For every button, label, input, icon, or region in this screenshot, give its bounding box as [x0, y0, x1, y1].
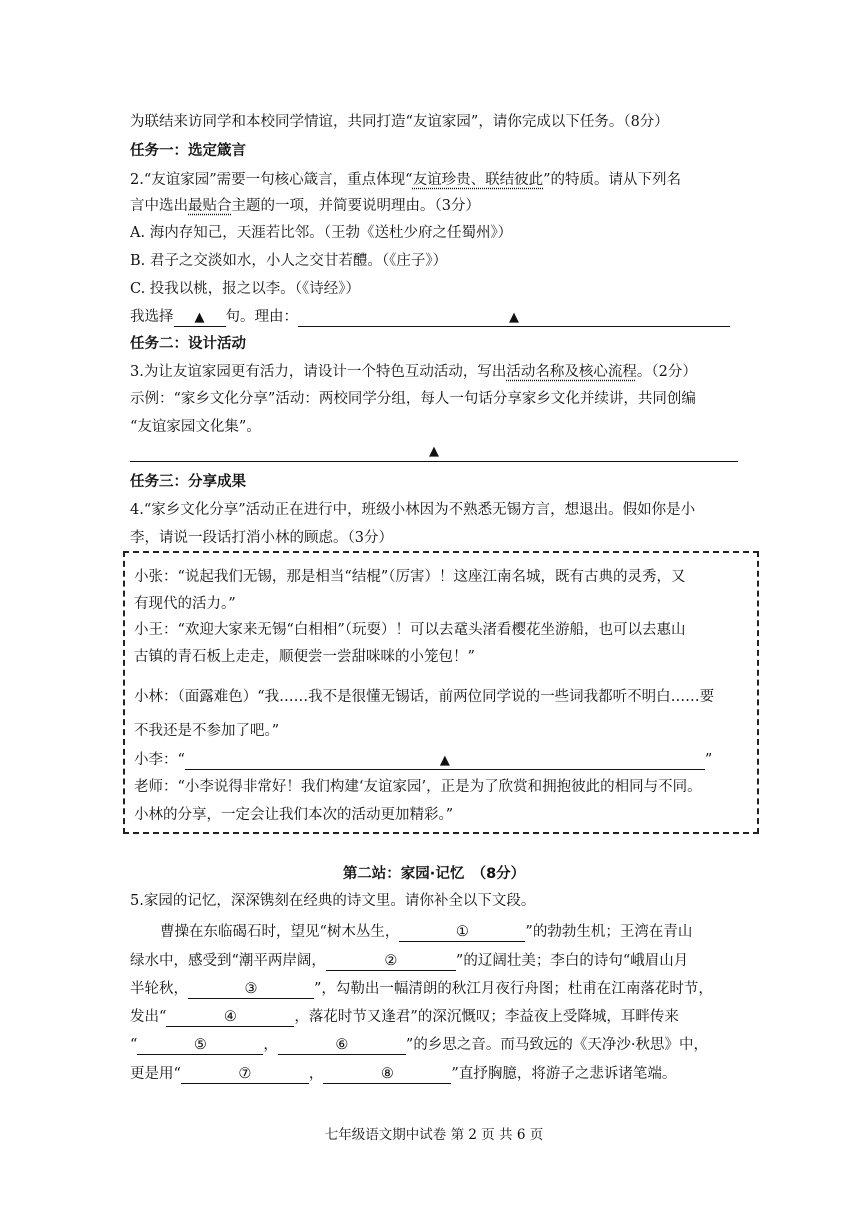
- poem-line1: [160, 922, 692, 942]
- station2-heading: 第二站：家园·记忆 （8分）: [342, 866, 526, 882]
- page-footer: 七年级语文期中试卷 第 2 页 共 6 页: [324, 1127, 544, 1143]
- q2-keyword: 友谊珍贵、联结彼此: [412, 172, 544, 188]
- triangle-icon: ▲: [509, 310, 519, 325]
- blank-number: ②: [384, 953, 398, 969]
- poem-line2: [130, 951, 688, 971]
- poem-blank-5[interactable]: [137, 1037, 263, 1055]
- quote-mark: ”: [704, 752, 713, 768]
- q2-text: 主题的一项，并简要说明理由。（3分）: [231, 198, 480, 214]
- poem-text: ”的乡思之音。而马致远的《天净沙·秋思》中，: [405, 1037, 708, 1053]
- q3-text-part: 。（2分）: [636, 364, 697, 380]
- poem-text: 发出“: [130, 1009, 167, 1025]
- option-b: B. 君子之交淡如水，小人之交甘若醴。（《庄子》）: [130, 253, 448, 269]
- reason-blank[interactable]: [298, 309, 730, 327]
- q4-line1: 4.“家乡文化分享”活动正在进行中，班级小林因为不熟悉无锡方言，想退出。假如你是小: [130, 502, 696, 518]
- reason-label: 句。理由：: [225, 309, 298, 325]
- poem-text: 更是用“: [130, 1066, 181, 1082]
- blank-number: ⑦: [238, 1066, 252, 1082]
- poem-text: ”的勃勃生机；王湾在青山: [525, 924, 693, 940]
- poem-blank-3[interactable]: [188, 981, 314, 999]
- dialogue-lin: 小林：（面露难色）“我……我不是很懂无锡话，前两位同学说的一些词我都听不明白……要: [134, 689, 715, 705]
- poem-text: 绿水中，感受到“潮平两岸阔，: [130, 953, 326, 969]
- q2-keyword: 最贴合: [188, 198, 232, 214]
- dialogue-teacher: 老师：“小李说得非常好！我们构建‘友谊家园’，正是为了欣赏和拥抱彼此的相同与不同。: [134, 779, 702, 795]
- blank-number: ⑤: [193, 1037, 207, 1053]
- dialogue-zhang: 小张：“说起我们无锡，那是相当“结棍”（厉害）！这座江南名城，既有古典的灵秀，又: [134, 569, 686, 585]
- q2-text: 言中选出: [130, 198, 188, 214]
- triangle-icon: ▲: [429, 444, 439, 459]
- poem-text: ，: [263, 1037, 278, 1053]
- poem-line4: [130, 1007, 679, 1027]
- poem-line5: [130, 1035, 708, 1055]
- blank-number: ①: [455, 924, 469, 940]
- poem-line6: [130, 1064, 676, 1084]
- dialogue-li-label: 小李：“: [134, 752, 185, 768]
- q3-keyword: 活动名称及核心流程: [506, 364, 637, 380]
- choice-blank[interactable]: [174, 309, 226, 327]
- blank-number: ⑥: [335, 1037, 349, 1053]
- option-c: C. 投我以桃，报之以李。（《诗经》）: [130, 281, 361, 297]
- poem-text: ，: [308, 1066, 324, 1082]
- option-a: A. 海内存知己，天涯若比邻。（王勃《送杜少府之任蜀州》）: [130, 225, 513, 241]
- q5-text: 5.家园的记忆，深深镌刻在经典的诗文里。请你补全以下文段。: [130, 893, 536, 909]
- blank-number: ④: [223, 1009, 237, 1025]
- q2-line2: [130, 196, 480, 216]
- choice-line: [130, 307, 730, 327]
- dialogue-lin: 不我还是不参加了吧。”: [134, 723, 280, 739]
- poem-text: ，落花时节又逢君”的深沉慨叹；李益夜上受降城，耳畔传来: [294, 1009, 679, 1025]
- poem-blank-8[interactable]: [323, 1066, 451, 1084]
- dialogue-teacher: 小林的分享，一定会让我们本次的活动更加精彩。”: [134, 807, 454, 823]
- poem-blank-1[interactable]: [399, 924, 525, 942]
- example-line2: “友谊家园文化集”。: [130, 419, 261, 435]
- poem-text: 半轮秋，: [130, 981, 188, 997]
- task1-heading: 任务一：选定箴言: [130, 143, 246, 159]
- blank-number: ③: [244, 981, 258, 997]
- poem-line3: [130, 979, 713, 999]
- q2-text: ”的特质。请从下列名: [543, 172, 681, 188]
- example-line1: 示例：“家乡文化分享”活动：两校同学分组，每人一句话分享家乡文化并续讲，共同创编: [130, 391, 696, 407]
- poem-blank-6[interactable]: [278, 1037, 406, 1055]
- q3-text-part: 3.为让友谊家园更有活力，请设计一个特色互动活动，写出: [130, 364, 507, 380]
- task3-heading: 任务三：分享成果: [130, 474, 246, 490]
- poem-text: ”直抒胸臆，将游子之悲诉诸笔端。: [451, 1066, 677, 1082]
- triangle-icon: ▲: [439, 753, 450, 768]
- poem-text: 曹操在东临碣石时，望见“树木丛生，: [160, 924, 400, 940]
- li-answer-blank[interactable]: [185, 752, 705, 770]
- q4-line2: 李，请说一段话打消小林的顾虑。（3分）: [130, 530, 393, 546]
- answer-line[interactable]: [130, 461, 738, 462]
- task2-heading: 任务二：设计活动: [130, 336, 246, 352]
- dialogue-wang: 古镇的青石板上走走，顺便尝一尝甜咪咪的小笼包！”: [134, 649, 475, 665]
- choice-label: 我选择: [130, 309, 174, 325]
- q2-text: 2.“友谊家园”需要一句核心箴言，重点体现“: [130, 172, 413, 188]
- poem-text: ”的辽阔壮美；李白的诗句“峨眉山月: [455, 953, 689, 969]
- dialogue-wang: 小王：“欢迎大家来无锡“白相相”（玩耍）！可以去鼋头渚看樱花坐游船，也可以去惠山: [134, 622, 686, 638]
- poem-text: “: [130, 1037, 138, 1053]
- q3-text: [130, 362, 697, 382]
- q2-line1: [130, 170, 681, 190]
- blank-number: ⑧: [380, 1066, 394, 1082]
- poem-blank-7[interactable]: [181, 1066, 309, 1084]
- intro-text: 为联结来访同学和本校同学情谊，共同打造“友谊家园”，请你完成以下任务。（8分）: [130, 114, 669, 130]
- dialogue-li: [134, 750, 712, 770]
- poem-text: ”，勾勒出一幅清朗的秋江月夜行舟图；杜甫在江南落花时节，: [314, 981, 713, 997]
- dialogue-zhang: 有现代的活力。”: [134, 596, 236, 612]
- poem-blank-2[interactable]: [326, 953, 456, 971]
- triangle-icon: ▲: [194, 310, 205, 325]
- poem-blank-4[interactable]: [166, 1009, 294, 1027]
